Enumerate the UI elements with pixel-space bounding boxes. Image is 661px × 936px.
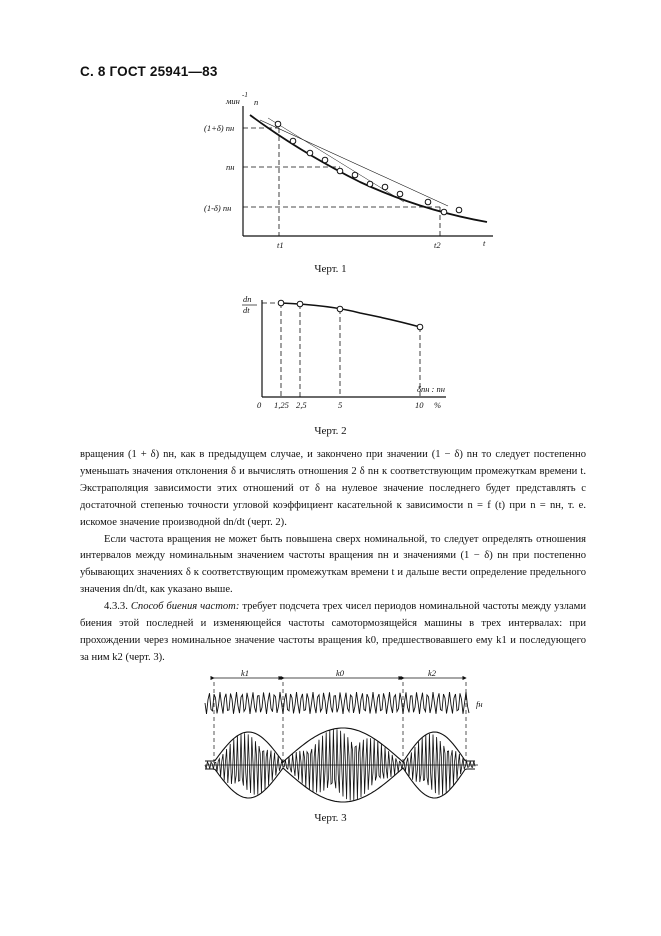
fig1-label-upper: (1+δ) nн (204, 123, 235, 133)
paragraph-3-title: Способ биения частот: (130, 601, 240, 613)
figure-2-caption: Черт. 2 (314, 425, 347, 437)
paragraph-3-number: 4.3.3. (104, 601, 128, 613)
fig2-tick-2: 2,5 (296, 400, 307, 410)
fig3-k2: k2 (428, 668, 437, 678)
figure-2-derivative-curve (0, 288, 661, 416)
fig1-label-t1: t1 (277, 240, 284, 250)
fig2-tick-0: 0 (257, 400, 262, 410)
fig1-y-n: n (254, 97, 259, 107)
fig3-k1: k1 (241, 668, 250, 678)
figure-3-caption: Черт. 3 (314, 812, 347, 824)
fig2-y-den: dt (243, 305, 250, 315)
paragraph-1: вращения (1 + δ) nн, как в предыдущем случае, и закончено при значении (1 − δ) nн то следует постепенно уменьшать значения отклонения δ и вычислять отношения 2 δ nн к соответствующим промежуткам времени t. Экстраполяция зависимости этих отношений от δ на нулевое значение последнего будет представлять с достаточной степенью точности угловой коэффициент касательной к зависимости n = f (t) при n = nн, т. е. искомое значение производной dn/dt (черт. 2). (80, 449, 586, 528)
paragraph-2: Если частота вращения не может быть повышена сверх номинальной, то следует определять отношения интервалов между номинальным значением частоты вращения nн и значениями (1 − δ) nн при постепенно убывающих значениях δ к соответствующим промежуткам времени t и дальше вести определение предельного значения dn/dt, как указано выше. (80, 533, 586, 596)
fig2-tick-3: 5 (338, 400, 343, 410)
fig2-tick-1: 1,25 (274, 400, 289, 410)
fig1-y-unit-exp: -1 (242, 91, 248, 99)
fig3-k0: k0 (336, 668, 345, 678)
figure-3-beat-frequency (0, 660, 661, 810)
fig2-x-axis-label: δnн : nн (417, 384, 445, 394)
body-text (80, 447, 586, 667)
figure-1-decay-curve (0, 88, 661, 260)
fig3-fn: fн (476, 699, 483, 709)
fig2-unit: % (434, 400, 442, 410)
fig1-label-lower: (1-δ) nн (204, 203, 232, 213)
paragraph-3-text: требует подсчета трех чисел периодов номинальной частоты между узлами биения этой последней и изменяющейся частоты самотормозящейся машины в трех интервалах: при прохождении через номинальное значение частоты вращения k0, предшествовавшего ему k1 и последующего за ним k2 (черт. 3). (80, 601, 586, 663)
fig2-y-num: dn (243, 294, 252, 304)
fig1-label-t: t (483, 238, 486, 248)
fig1-label-nominal: nн (226, 162, 235, 172)
fig1-label-t2: t2 (434, 240, 441, 250)
fig1-y-unit: мин (226, 96, 240, 106)
paragraph-3 (80, 599, 586, 667)
page-header: С. 8 ГОСТ 25941—83 (80, 64, 218, 79)
fig2-tick-4: 10 (415, 400, 424, 410)
figure-1-caption: Черт. 1 (314, 263, 347, 275)
